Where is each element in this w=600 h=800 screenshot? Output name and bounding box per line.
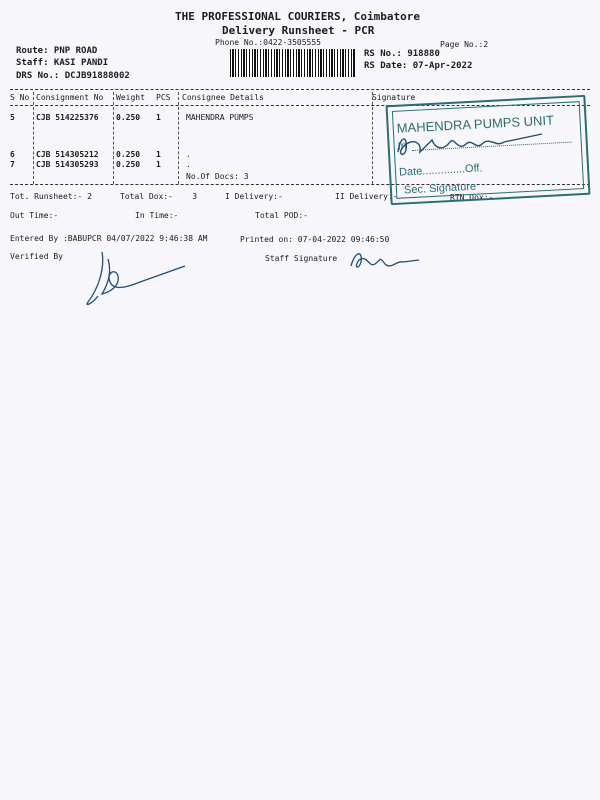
drs-number: DRS No.: DCJB91888002: [16, 71, 130, 81]
ii-delivery: II Delivery:-: [335, 192, 398, 201]
row-consignment: CJB 514305293: [36, 160, 99, 169]
rs-number: RS No.: 918880: [364, 49, 440, 59]
column-separator: [178, 92, 179, 184]
verified-by-label: Verified By: [10, 252, 63, 261]
row-weight: 0.250: [116, 160, 141, 169]
row-sno: 5: [10, 113, 15, 122]
row-consignment: CJB 514225376: [36, 113, 99, 122]
runsheet-title: Delivery Runsheet - PCR: [222, 24, 375, 37]
no-of-docs: No.Of Docs: 3: [186, 172, 249, 181]
receiver-signature: [392, 126, 552, 162]
i-delivery: I Delivery:-: [225, 192, 283, 201]
page-number: Page No.:2: [440, 40, 489, 49]
col-consignee: Consignee Details: [182, 93, 264, 102]
total-dox: Total Dox:- 3: [120, 192, 198, 201]
divider: [10, 89, 590, 90]
col-pcs: PCS: [156, 93, 171, 102]
phone-number: Phone No.:0422-3505555: [215, 38, 321, 47]
total-runsheet: Tot. Runsheet:- 2: [10, 192, 92, 201]
stamp-date: Date..............Off.: [398, 162, 483, 179]
printed-on: Printed on: 07-04-2022 09:46:50: [240, 235, 390, 244]
entered-by: Entered By :BABUPCR 04/07/2022 9:46:38 AM: [10, 234, 208, 243]
staff-name: Staff: KASI PANDI: [16, 58, 109, 68]
column-separator: [113, 92, 114, 184]
row-weight: 0.250: [116, 113, 141, 122]
staff-signature: [345, 246, 425, 276]
col-signature: Signature: [372, 93, 416, 102]
route: Route: PNP ROAD: [16, 46, 98, 56]
row-sno: 6: [10, 150, 15, 159]
col-sno: S No: [10, 93, 30, 102]
row-weight: 0.250: [116, 150, 141, 159]
rs-date: RS Date: 07-Apr-2022: [364, 61, 473, 71]
row-sno: 7: [10, 160, 15, 169]
row-pcs: 1: [156, 150, 161, 159]
row-pcs: 1: [156, 113, 161, 122]
row-consignee: .: [186, 150, 191, 159]
stamp-company: MAHENDRA PUMPS UNIT: [396, 112, 555, 136]
column-separator: [33, 92, 34, 184]
total-pod: Total POD:-: [255, 211, 308, 220]
row-consignee: MAHENDRA PUMPS: [186, 113, 254, 122]
row-pcs: 1: [156, 160, 161, 169]
out-time: Out Time:-: [10, 211, 59, 220]
row-consignee: .: [186, 160, 191, 169]
stamp-in: In: [397, 140, 408, 153]
rtn-dox: RTN Dox:-: [450, 193, 494, 202]
column-separator: [372, 92, 373, 184]
row-consignment: CJB 514305212: [36, 150, 99, 159]
col-consignment: Consignment No: [36, 93, 104, 102]
in-time: In Time:-: [135, 211, 179, 220]
barcode: [230, 49, 355, 77]
staff-signature-label: Staff Signature: [265, 254, 338, 263]
col-weight: Weight: [116, 93, 145, 102]
stamp-sec: Sec. Signature: [403, 180, 477, 197]
company-title: THE PROFESSIONAL COURIERS, Coimbatore: [175, 10, 421, 23]
verifier-signature: [80, 244, 190, 314]
